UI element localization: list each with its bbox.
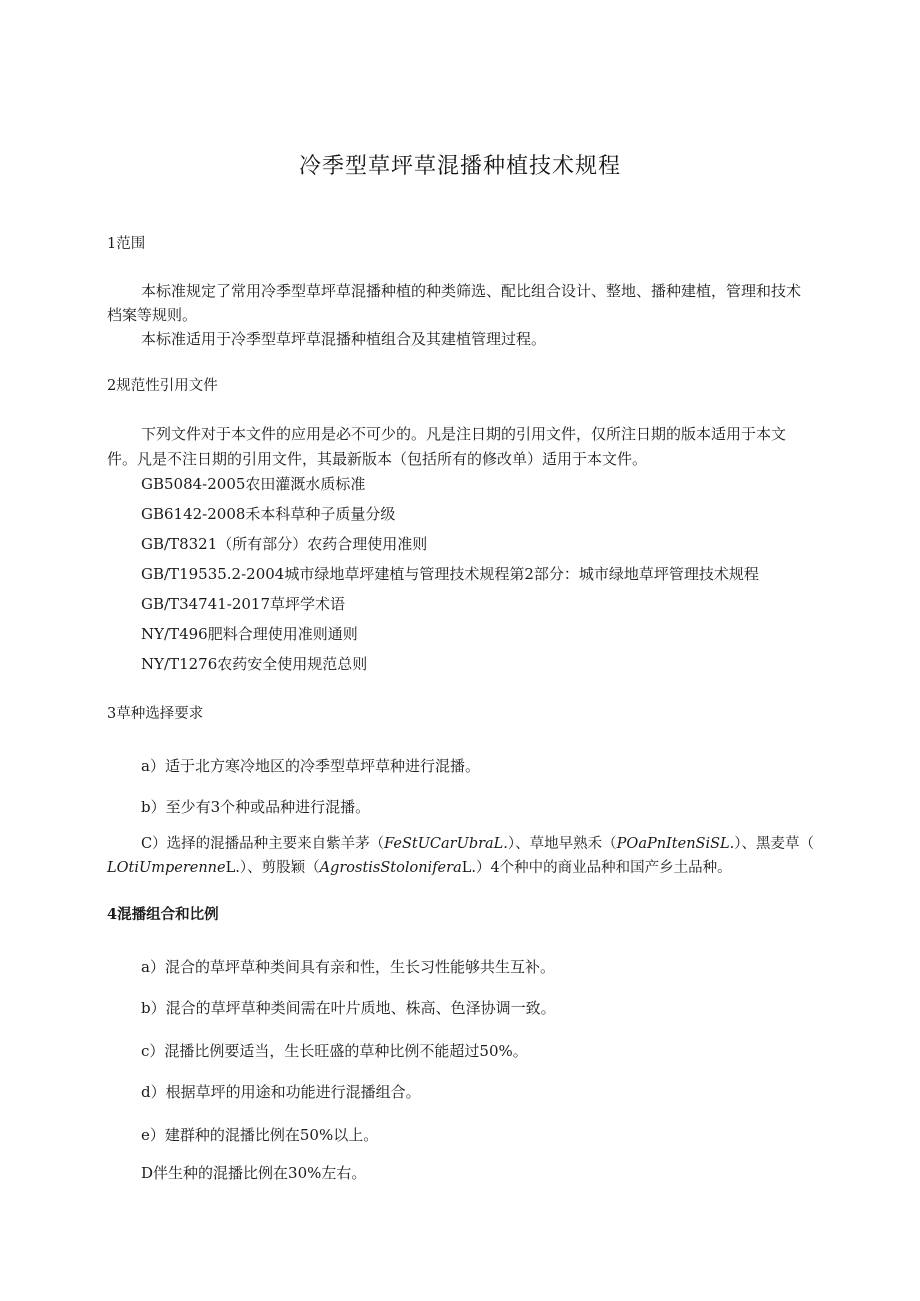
section-1-heading: 1范围: [107, 236, 146, 252]
section-4-item: e）建群种的混播比例在50%以上。: [141, 1126, 379, 1144]
reference-item: NY/T1276农药安全使用规范总则: [141, 655, 368, 673]
section-1-paragraph-2: 本标准适用于冷季型草坪草混播种植组合及其建植管理过程。: [141, 330, 547, 348]
text-run: L.）4个种中的商业品种和国产乡土品种。: [461, 860, 732, 876]
section-4-item: d）根据草坪的用途和功能进行混播组合。: [141, 1083, 421, 1101]
latin-name: AgrostisStolonifera: [319, 860, 462, 876]
reference-item: GB/T8321（所有部分）农药合理使用准则: [141, 535, 428, 553]
section-2-paragraph-line-2: 件。凡是不注日期的引用文件，其最新版本（包括所有的修改单）适用于本文件。: [107, 450, 648, 468]
reference-item: GB5084-2005农田灌溉水质标准: [141, 475, 366, 493]
document-title: 冷季型草坪草混播种植技术规程: [298, 154, 621, 179]
section-3-item-c-line-2: [107, 858, 732, 878]
section-4-item: D伴生种的混播比例在30%左右。: [141, 1164, 367, 1182]
section-2-heading: 2规范性引用文件: [107, 378, 218, 394]
section-2-paragraph-line-1: 下列文件对于本文件的应用是必不可少的。凡是注日期的引用文件，仅所注日期的版本适用于本文: [141, 425, 787, 443]
section-3-item-b: b）至少有3个种或品种进行混播。: [141, 798, 371, 816]
section-3-heading: 3草种选择要求: [107, 706, 204, 722]
text-run: L.）、剪股颖（: [225, 860, 320, 876]
section-1-paragraph-1-line-1: 本标准规定了常用冷季型草坪草混播种植的种类筛选、配比组合设计、整地、播种建植，管理和技术: [141, 282, 802, 300]
section-1-paragraph-1-line-2: 档案等规则。: [107, 306, 198, 324]
reference-item: GB6142-2008禾本科草种子质量分级: [141, 505, 396, 523]
reference-item: GB/T19535.2-2004城市绿地草坪建植与管理技术规程第2部分：城市绿地草坪管理技术规程: [141, 565, 759, 583]
section-4-item: c）混播比例要适当，生长旺盛的草种比例不能超过50%。: [141, 1042, 528, 1060]
section-4-item: b）混合的草坪草种类间需在叶片质地、株高、色泽协调一致。: [141, 999, 556, 1017]
reference-item: NY/T496肥料合理使用准则通则: [141, 625, 358, 643]
section-4-heading: 4混播组合和比例: [107, 906, 219, 923]
latin-name: POaPnItenSiSL.: [616, 836, 735, 852]
text-run: ）、黑麦草（: [734, 836, 815, 852]
latin-name: LOtiUmperenne: [107, 860, 226, 876]
section-4-item: a）混合的草坪草种类间具有亲和性，生长习性能够共生互补。: [141, 958, 555, 976]
section-3-item-a: a）适于北方寒冷地区的冷季型草坪草种进行混播。: [141, 757, 480, 775]
latin-name: FeStUCarUbraL.: [384, 836, 508, 852]
text-run: ）、草地早熟禾（: [507, 836, 617, 852]
section-3-item-c-line-1: [141, 834, 814, 854]
text-run: C）选择的混播品种主要来自紫羊茅（: [141, 836, 385, 852]
reference-item: GB/T34741-2017草坪学术语: [141, 595, 346, 613]
